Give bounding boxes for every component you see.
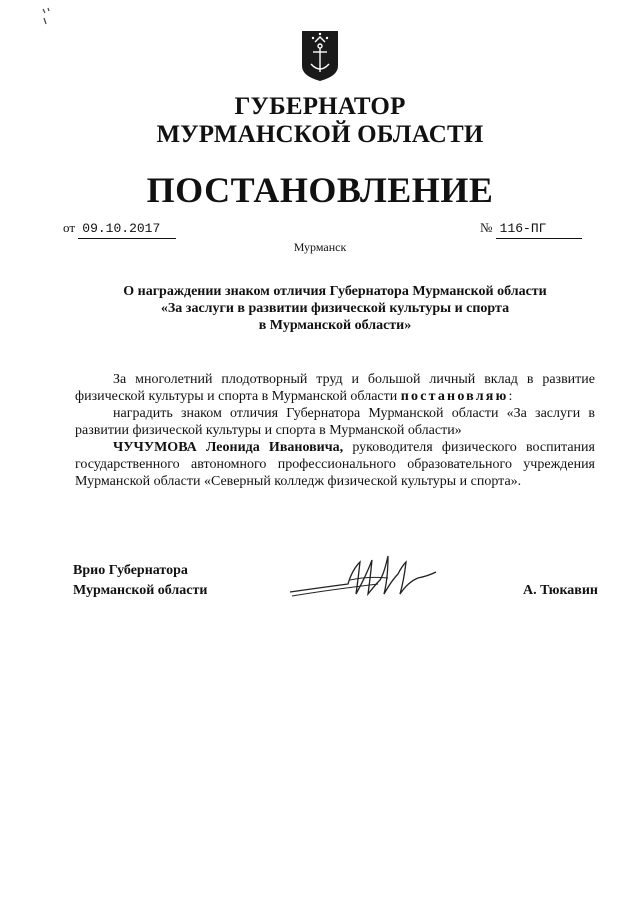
preamble-end: : [508,389,513,404]
awardee-name: ЧУЧУМОВА Леонида Ивановича, [113,440,344,455]
signer-name: А. Тюкавин [523,583,598,598]
document-subject [60,283,610,334]
date-value: 09.10.2017 [78,220,176,239]
scan-artifact [40,6,58,28]
signatory-title [73,561,207,601]
document-body [75,371,595,490]
body-paragraph-award: наградить знаком отличия Губернатора Мурманской области «За заслуги в развитии физической культуры и спорта в Мурманской области» [75,406,595,438]
preamble-text: За многолетний плодотворный труд и большой личный вклад в развитие физической культуры и спорта в Мурманской области [75,372,595,404]
body-paragraph-preamble [75,371,595,405]
authority-region: МУРМАНСКОЙ ОБЛАСТИ [156,121,484,148]
body-paragraph-awardee [75,439,595,490]
awardee-position: руководителя физического воспитания государственного автономного профессионального образовательного учреждения Мурманской области «Северный колледж физической культуры и спорта». [75,440,595,489]
signatory-title-line: Врио Губернатора [73,563,188,578]
handwritten-signature [288,550,438,605]
coat-of-arms-icon [301,30,339,82]
decree-keyword: постановляю [400,389,509,404]
subject-line: «За заслуги в развитии физической культуры и спорта [160,301,510,316]
document-type-title: ПОСТАНОВЛЕНИЕ [146,170,494,210]
document-number [480,219,582,239]
number-prefix: № [480,220,493,235]
authority-title: ГУБЕРНАТОР [234,93,406,120]
signatory-title-line: Мурманской области [73,583,208,598]
document-date [63,219,176,239]
date-prefix: от [63,220,76,235]
subject-line: в Мурманской области» [258,318,412,333]
subject-line: О награждении знаком отличия Губернатора Мурманской области [123,284,547,299]
number-value: 116-ПГ [496,220,582,239]
city-label: Мурманск [293,240,347,254]
